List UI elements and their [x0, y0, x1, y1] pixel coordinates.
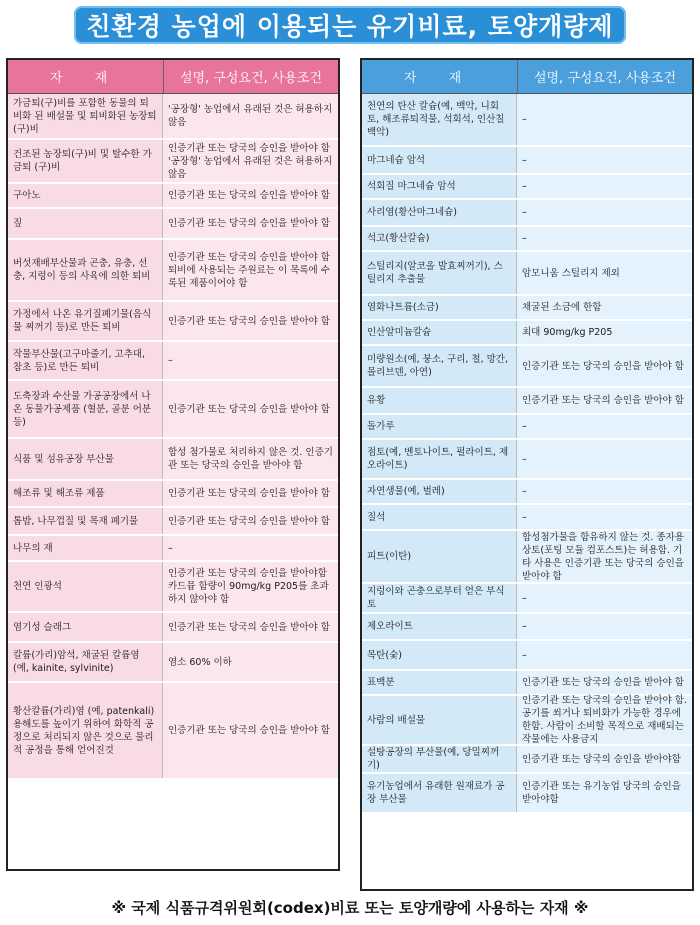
material-cell: 지렁이와 곤충으로부터 얻은 부식토 — [362, 584, 517, 612]
table-row — [362, 346, 692, 388]
material-cell: 피트(이탄) — [362, 531, 517, 582]
condition-cell: – — [517, 505, 692, 529]
material-cell: 건조된 농장퇴(구)비 및 탈수한 가금퇴 (구)비 — [8, 140, 163, 182]
condition-cell: 인증기관 또는 당국의 승인을 받아야 함 — [163, 481, 338, 506]
table-row — [8, 481, 338, 508]
header-condition: 설명, 구성요건, 사용조건 — [533, 71, 677, 86]
table-row — [8, 613, 338, 643]
condition-cell: – — [517, 480, 692, 503]
table-row — [8, 439, 338, 481]
table-row — [362, 415, 692, 440]
table-row — [8, 302, 338, 342]
condition-cell: – — [163, 536, 338, 560]
material-cell: 염기성 슬래그 — [8, 613, 163, 641]
condition-cell: 합성첨가물을 함유하지 않는 것. 종자용상토(포팅 모듈 컴포스트)는 허용함. 기타 사용은 인증기관 또는 당국의 승인을 받아야 함 — [517, 531, 692, 582]
table-row — [362, 200, 692, 227]
condition-cell: 합성 첨가물로 처리하지 않은 것. 인증기관 또는 당국의 승인을 받아야 함 — [163, 439, 338, 479]
condition-cell: – — [517, 94, 692, 145]
table-row — [8, 381, 338, 439]
condition-cell: 염소 60% 이하 — [163, 643, 338, 681]
material-cell: 천연의 탄산 칼슘(예, 백악, 니회토, 해조류퇴적물, 석회석, 인산칠 백악) — [362, 94, 517, 145]
table-row — [362, 505, 692, 531]
table-row — [362, 147, 692, 175]
material-cell: 칼륨(가리)암석, 채굴된 칼륨염 (예, kainite, sylvinite) — [8, 643, 163, 681]
condition-cell: – — [517, 584, 692, 612]
material-cell: 가정에서 나온 유기질폐기물(음식물 찌꺼기 등)로 만든 퇴비 — [8, 302, 163, 340]
table-row — [362, 641, 692, 671]
table-row — [8, 94, 338, 140]
material-cell: 석고(황산칼슘) — [362, 227, 517, 250]
material-cell: 구아노 — [8, 184, 163, 207]
condition-cell: – — [517, 440, 692, 478]
condition-cell: – — [517, 641, 692, 669]
material-cell: 염화나트륨(소금) — [362, 296, 517, 319]
condition-cell: – — [517, 614, 692, 639]
material-cell: 나무의 재 — [8, 536, 163, 560]
condition-cell: 인증기관 또는 당국의 승인을 받아야 함 — [517, 671, 692, 694]
table-row — [362, 614, 692, 641]
material-cell: 표백분 — [362, 671, 517, 694]
material-cell: 식품 및 섬유공장 부산물 — [8, 439, 163, 479]
left-table — [6, 58, 340, 871]
table-row — [8, 184, 338, 209]
condition-cell: 인증기관 또는 당국의 승인을 받아야 함 — [163, 184, 338, 207]
table-row — [8, 140, 338, 184]
table-row — [362, 94, 692, 147]
material-cell: 설탕공장의 부산물(예, 당밀찌꺼기) — [362, 746, 517, 772]
material-cell: 질석 — [362, 505, 517, 529]
table-row — [362, 696, 692, 746]
condition-cell: – — [517, 200, 692, 225]
condition-cell: – — [517, 227, 692, 250]
condition-cell: 인증기관 또는 당국의 승인을 받아야함 — [517, 746, 692, 772]
left-table-header — [8, 60, 338, 94]
right-table-body — [362, 94, 692, 814]
condition-cell: 인증기관 또는 당국의 승인을 받아야 함 퇴비에 사용되는 주원료는 이 목록에 수록된 제품이어야 함 — [163, 240, 338, 300]
table-row — [362, 175, 692, 200]
table-row — [362, 388, 692, 415]
table-row — [362, 440, 692, 480]
table-row — [8, 562, 338, 613]
material-cell: 마그네슘 암석 — [362, 147, 517, 173]
condition-cell: – — [163, 342, 338, 379]
material-cell: 도축장과 수산물 가공공장에서 나온 동물가공제품 (혈분, 골분 어분 등) — [8, 381, 163, 437]
material-cell: 천연 인광석 — [8, 562, 163, 611]
condition-cell: 인증기관 또는 당국의 승인을 받아야 함 — [163, 302, 338, 340]
material-cell: 버섯재배부산물과 곤충, 유충, 선충, 지렁이 등의 사육에 의한 퇴비 — [8, 240, 163, 300]
right-table — [360, 58, 694, 891]
table-row — [8, 209, 338, 240]
table-row — [362, 774, 692, 814]
condition-cell: – — [517, 175, 692, 198]
material-cell: 제오라이트 — [362, 614, 517, 639]
table-row — [362, 480, 692, 505]
header-material: 자 재 — [362, 60, 518, 93]
condition-cell: 암모니움 스틸리지 제외 — [517, 252, 692, 294]
table-row — [8, 683, 338, 780]
material-cell: 작물부산물(고구마줄기, 고추대, 참초 등)로 만든 퇴비 — [8, 342, 163, 379]
table-row — [362, 746, 692, 774]
material-cell: 유황 — [362, 388, 517, 413]
material-cell: 황산칼륨(가리)염 (예, patenkali) 용해도를 높이기 위하여 화학적 공정으로 처리되지 않은 것으로 물리적 공정을 통해 얻어진것 — [8, 683, 163, 778]
condition-cell: 인증기관 또는 당국의 승인을 받아야함 카드뮴 함량이 90mg/kg P205를 초과하지 않아야 함 — [163, 562, 338, 611]
material-cell: 스틸리지(알코올 발효찌꺼기), 스틸리지 추출물 — [362, 252, 517, 294]
condition-cell: 인증기관 또는 당국의 승인을 받아야 함 — [163, 381, 338, 437]
table-row — [362, 584, 692, 614]
condition-cell: 인증기관 또는 유기농업 당국의 승인을 받아야함 — [517, 774, 692, 812]
left-table-body — [8, 94, 338, 780]
material-cell: 목탄(숯) — [362, 641, 517, 669]
header-condition: 설명, 구성요건, 사용조건 — [179, 71, 323, 86]
material-cell: 돌가루 — [362, 415, 517, 438]
title-banner — [74, 6, 626, 44]
right-table-header — [362, 60, 692, 94]
condition-cell: 인증기관 또는 당국의 승인을 받아야 함 '공장형' 농업에서 유래된 것은 허용하지 않음 — [163, 140, 338, 182]
condition-cell: 인증기관 또는 당국의 승인을 받아야 함 — [163, 683, 338, 778]
condition-cell: 최대 90mg/kg P205 — [517, 321, 692, 344]
footnote: ※ 국제 식품규격위원회(codex)비료 또는 토양개량에 사용하는 자재 ※ — [111, 899, 589, 917]
material-cell: 미량원소(예, 붕소, 구리, 철, 망간, 몰리브덴, 아연) — [362, 346, 517, 386]
material-cell: 유기농업에서 유래한 원재료가 공장 부산물 — [362, 774, 517, 812]
condition-cell: '공장형' 농업에서 유래된 것은 허용하지 않음 — [163, 94, 338, 138]
table-row — [8, 536, 338, 562]
material-cell: 해조류 및 해조류 제품 — [8, 481, 163, 506]
table-row — [8, 508, 338, 536]
material-cell: 가금퇴(구)비를 포함한 동물의 퇴비화 된 배설물 및 퇴비화된 농장퇴(구)비 — [8, 94, 163, 138]
table-row — [362, 227, 692, 252]
material-cell: 사람의 배설물 — [362, 696, 517, 744]
material-cell: 점토(예, 벤토나이트, 펄라이트, 제오라이트) — [362, 440, 517, 478]
page-title: 친환경 농업에 이용되는 유기비료, 토양개량제 — [86, 12, 614, 41]
condition-cell: 인증기관 또는 당국의 승인을 받아야 함. 공기를 쐬거나 퇴비화가 가능한 경우에 한함. 사람이 소비할 목적으로 재배되는 작물에는 사용금지 — [517, 696, 692, 744]
material-cell: 사리염(황산마그네슘) — [362, 200, 517, 225]
table-row — [362, 671, 692, 696]
material-cell: 자연생물(예, 벌레) — [362, 480, 517, 503]
table-row — [362, 321, 692, 346]
condition-cell: 인증기관 또는 당국의 승인을 받아야 함 — [517, 346, 692, 386]
header-material: 자 재 — [8, 60, 164, 93]
condition-cell: – — [517, 415, 692, 438]
condition-cell: 인증기관 또는 당국의 승인을 받아야 함 — [517, 388, 692, 413]
condition-cell: 채굴된 소금에 한함 — [517, 296, 692, 319]
table-row — [8, 240, 338, 302]
material-cell: 석회질 마그네슘 암석 — [362, 175, 517, 198]
table-row — [8, 342, 338, 381]
material-cell: 짚 — [8, 209, 163, 238]
condition-cell: – — [517, 147, 692, 173]
condition-cell: 인증기관 또는 당국의 승인을 받아야 함 — [163, 508, 338, 534]
table-row — [362, 531, 692, 584]
table-row — [8, 643, 338, 683]
table-row — [362, 252, 692, 296]
material-cell: 인산알미늄칼슘 — [362, 321, 517, 344]
table-row — [362, 296, 692, 321]
material-cell: 톱밥, 나무껍질 및 목재 폐기물 — [8, 508, 163, 534]
condition-cell: 인증기관 또는 당국의 승인을 받아야 함 — [163, 613, 338, 641]
condition-cell: 인증기관 또는 당국의 승인을 받아야 함 — [163, 209, 338, 238]
